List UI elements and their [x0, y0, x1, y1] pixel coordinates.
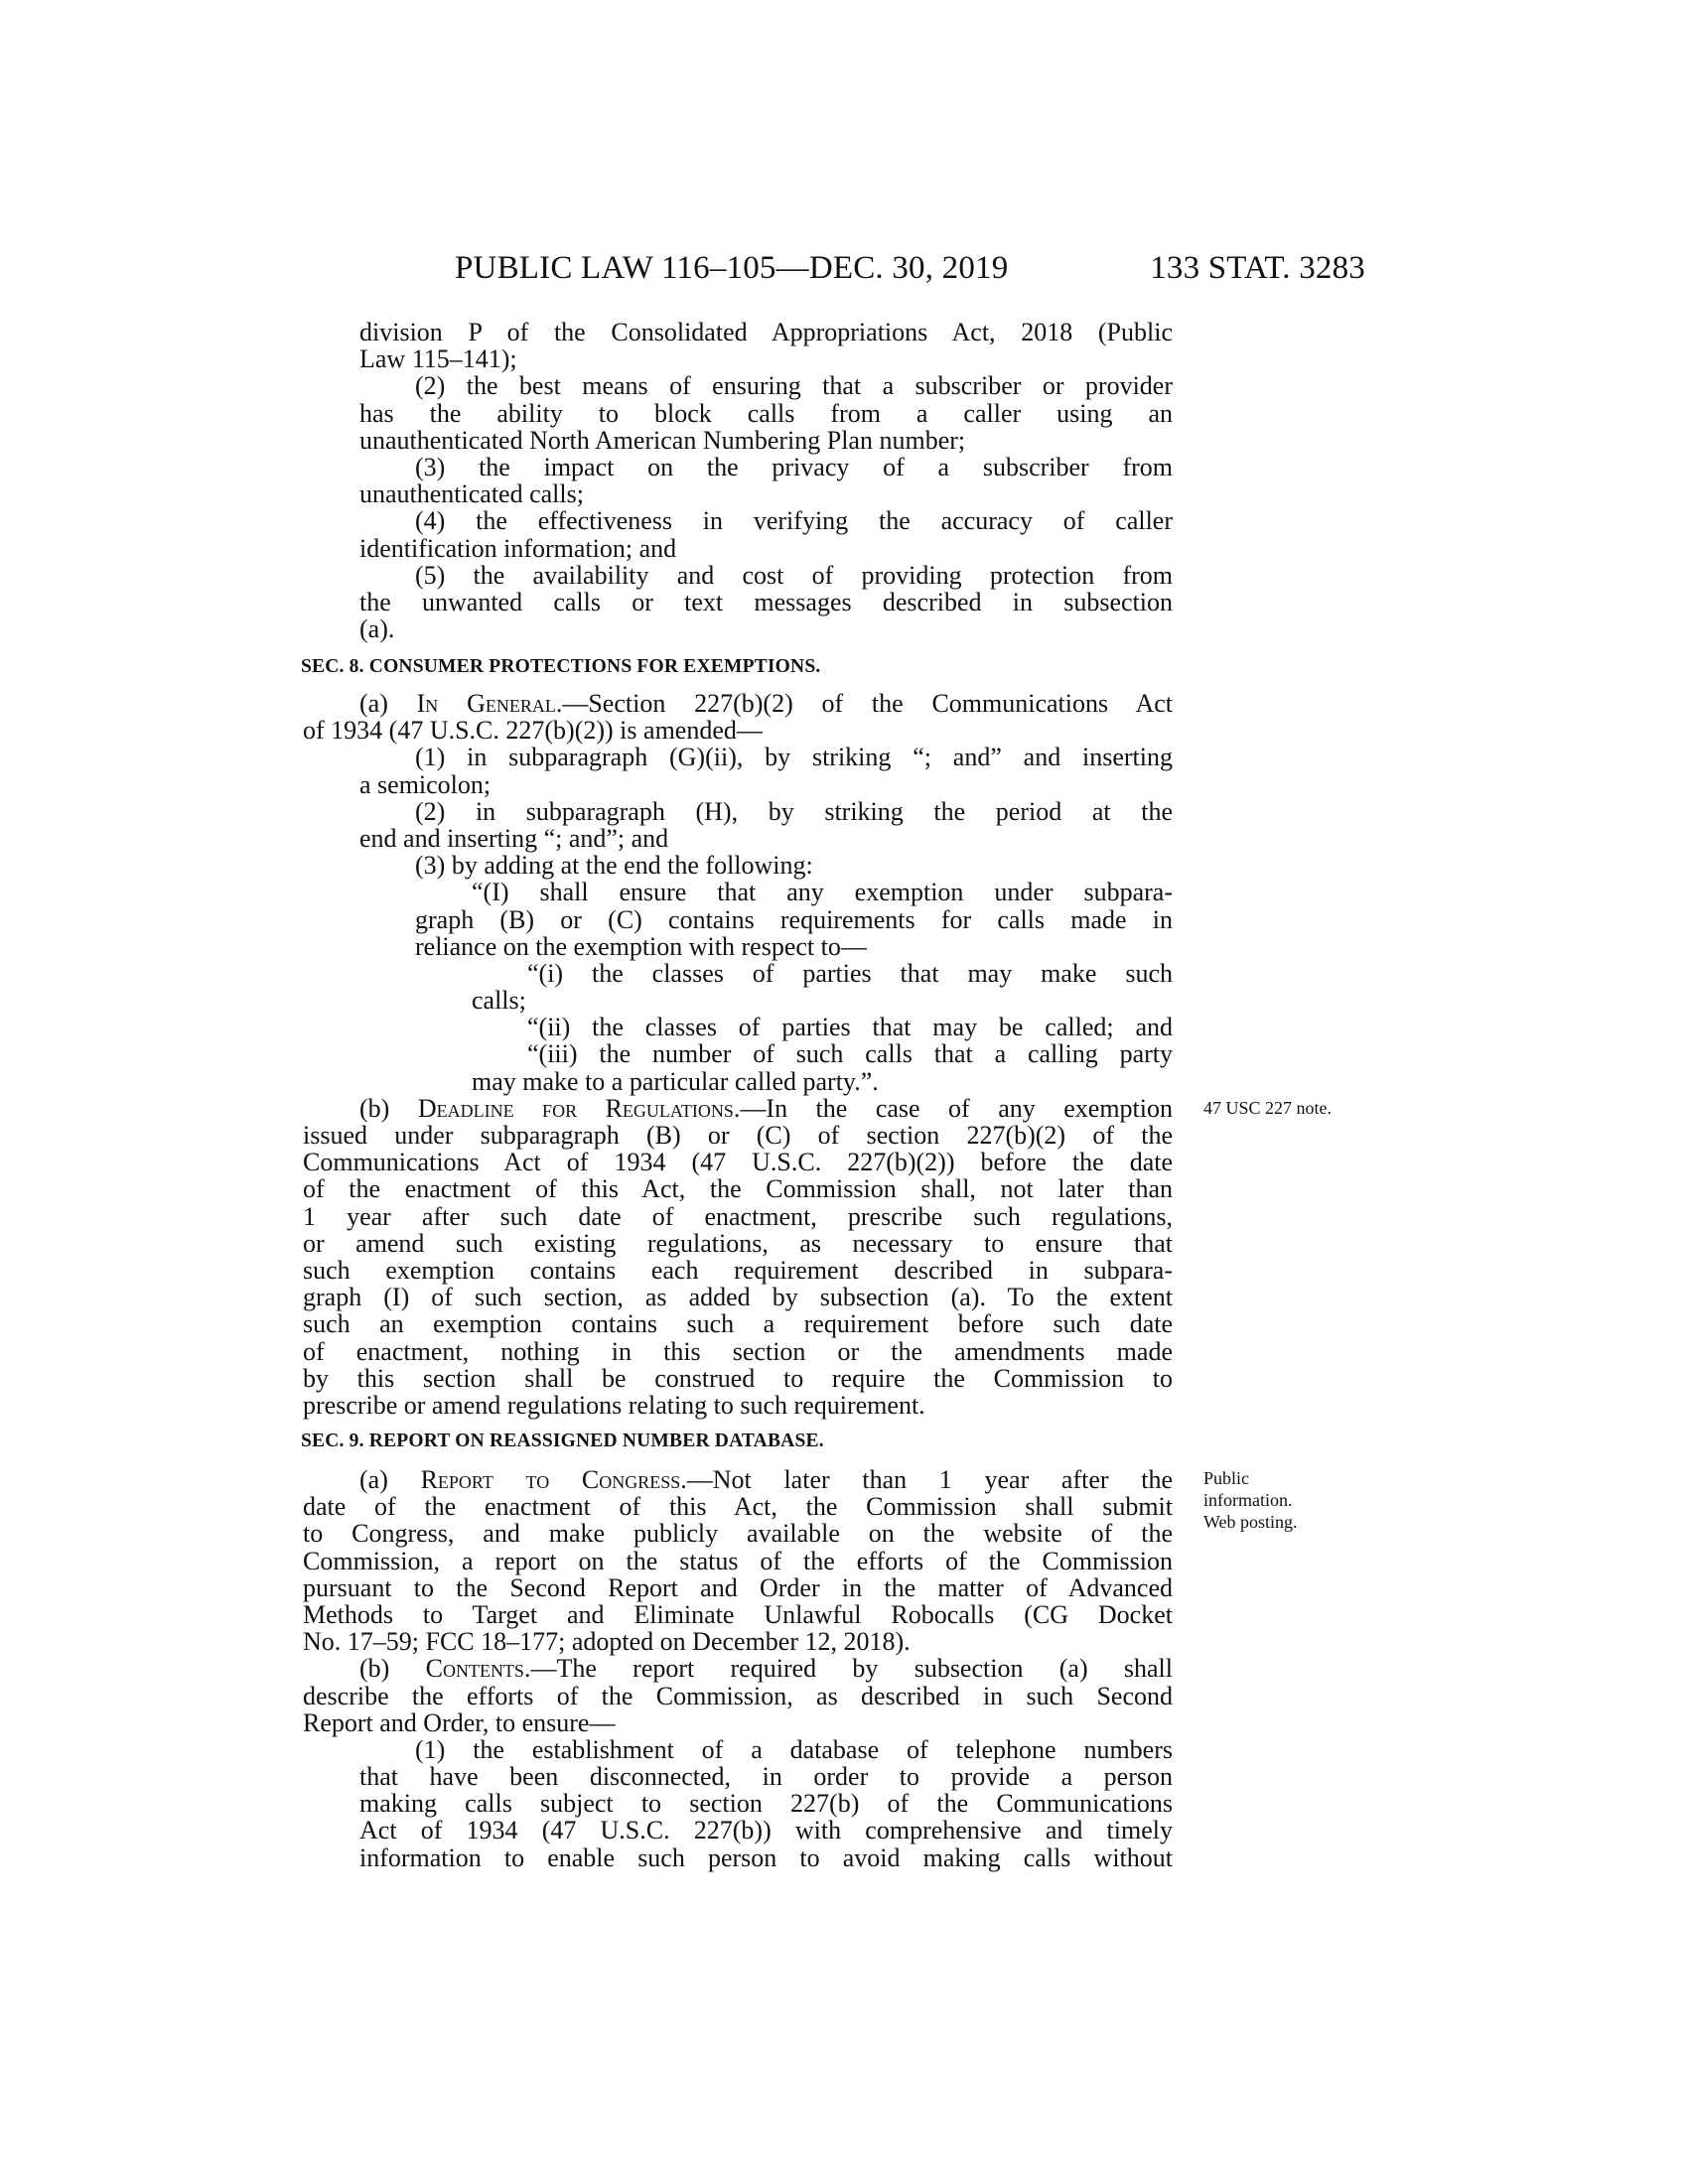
text-line [303, 690, 1173, 717]
subsection-heading: Report to Congress [420, 1465, 681, 1494]
text-line: of 1934 (47 U.S.C. 227(b)(2)) is amended— [303, 716, 763, 746]
text-line [303, 1466, 1173, 1493]
text-line: by this section shall be construed to require the Commission to [303, 1363, 1173, 1393]
text-line [303, 1655, 1173, 1682]
text-line: “(i) the classes of parties that may make such [527, 958, 1173, 988]
text-segment: (b) [359, 1654, 426, 1684]
text-segment: (a) [359, 689, 417, 718]
text-line: (5) the availability and cost of providing protection from [415, 560, 1173, 590]
margin-note-usc: 47 USC 227 note. [1203, 1098, 1333, 1118]
text-line: information to enable such person to avoid making calls without [359, 1843, 1173, 1872]
text-line: division P of the Consolidated Appropriations Act, 2018 (Public [359, 318, 1173, 346]
margin-note-public-information [1203, 1467, 1298, 1533]
text-line: (2) the best means of ensuring that a subscriber or provider [415, 371, 1173, 401]
text-segment: .—In the case of any exemption [733, 1093, 1173, 1123]
text-segment: .—The report required by subsection (a) shall [523, 1654, 1173, 1684]
text-line: or amend such existing regulations, as necessary to ensure that [303, 1228, 1173, 1258]
section-8-body [303, 690, 1173, 1419]
text-line: Methods to Target and Eliminate Unlawful Robocalls (CG Docket [303, 1599, 1173, 1629]
text-line: a semicolon; [359, 769, 492, 799]
text-line: (1) the establishment of a database of telephone numbers [415, 1734, 1173, 1764]
text-line: making calls subject to section 227(b) of the Communications [359, 1789, 1173, 1819]
text-line: may make to a particular called party.”. [472, 1066, 879, 1096]
text-line: such an exemption contains such a requirement before such date [303, 1309, 1173, 1339]
text-line: reliance on the exemption with respect to— [415, 931, 867, 961]
text-line: (a). [359, 614, 395, 644]
text-line: describe the efforts of the Commission, as described in such Second [303, 1681, 1173, 1710]
text-line: Law 115–141); [359, 344, 517, 374]
subsection-heading: Contents [425, 1654, 524, 1684]
text-line: 1 year after such date of enactment, prescribe such regulations, [303, 1201, 1173, 1231]
text-line: of the enactment of this Act, the Commission shall, not later than [303, 1174, 1173, 1204]
text-line: unauthenticated calls; [359, 479, 584, 509]
text-line: (4) the effectiveness in verifying the accuracy of caller [415, 506, 1173, 536]
subsection-heading: In General [416, 689, 556, 718]
text-line: date of the enactment of this Act, the Commission shall submit [303, 1492, 1173, 1522]
text-line: issued under subparagraph (B) or (C) of section 227(b)(2) of the [303, 1121, 1173, 1150]
text-line: “(I) shall ensure that any exemption under subpara- [472, 878, 1173, 907]
text-line: identification information; and [359, 533, 677, 563]
section-7-continuation [303, 319, 1173, 642]
text-line: pursuant to the Second Report and Order in the matter of Advanced [303, 1572, 1173, 1602]
text-line: Communications Act of 1934 (47 U.S.C. 227(b)(2)) before the date [303, 1148, 1173, 1177]
text-line: graph (I) of such section, as added by subsection (a). To the extent [303, 1283, 1173, 1312]
text-line [303, 1095, 1173, 1122]
margin-note-line: information. [1203, 1490, 1293, 1510]
text-line: that have been disconnected, in order to provide a person [359, 1762, 1173, 1792]
subsection-heading: Deadline for Regulations [417, 1093, 734, 1123]
text-line: graph (B) or (C) contains requirements for calls made in [415, 904, 1173, 934]
text-line: (3) the impact on the privacy of a subscriber from [415, 452, 1173, 481]
text-line: “(iii) the number of such calls that a calling party [527, 1039, 1173, 1069]
page-number: 133 STAT. 3283 [1150, 250, 1365, 286]
margin-note-line: Public [1203, 1468, 1250, 1488]
text-segment: .—Not later than 1 year after the [680, 1465, 1174, 1494]
section-9-body [303, 1466, 1173, 1871]
text-line: (2) in subparagraph (H), by striking the period at the [415, 796, 1173, 826]
text-segment: (b) [359, 1093, 418, 1123]
text-line: (1) in subparagraph (G)(ii), by striking “; and” and inserting [415, 743, 1173, 772]
margin-note-line: Web posting. [1203, 1512, 1298, 1532]
text-line: Commission, a report on the status of the efforts of the Commission [303, 1546, 1173, 1575]
text-line: has the ability to block calls from a caller using an [359, 398, 1173, 428]
section-9-heading: SEC. 9. REPORT ON REASSIGNED NUMBER DATABASE. [301, 1431, 824, 1451]
text-line: of enactment, nothing in this section or the amendments made [303, 1336, 1173, 1366]
text-line: No. 17–59; FCC 18–177; adopted on December 12, 2018). [303, 1627, 911, 1657]
text-segment: .—Section 227(b)(2) of the Communications Act [555, 689, 1173, 718]
text-line: “(ii) the classes of parties that may be called; and [527, 1013, 1173, 1042]
text-segment: (a) [359, 1465, 421, 1494]
running-header-title: PUBLIC LAW 116–105—DEC. 30, 2019 [455, 250, 1009, 286]
text-line: prescribe or amend regulations relating to such requirement. [303, 1390, 925, 1420]
text-line: end and inserting “; and”; and [359, 823, 669, 853]
text-line: calls; [472, 986, 526, 1016]
text-line: (3) by adding at the end the following: [415, 851, 813, 881]
text-line: to Congress, and make publicly available on the website of the [303, 1519, 1173, 1549]
text-line: Report and Order, to ensure— [303, 1707, 616, 1737]
section-8-heading: SEC. 8. CONSUMER PROTECTIONS FOR EXEMPTIONS. [301, 656, 821, 677]
text-line: unauthenticated North American Numbering Plan number; [359, 425, 966, 455]
text-line: the unwanted calls or text messages described in subsection [359, 587, 1173, 616]
text-line: such exemption contains each requirement described in subpara- [303, 1255, 1173, 1285]
text-line: Act of 1934 (47 U.S.C. 227(b)) with comprehensive and timely [359, 1816, 1173, 1845]
